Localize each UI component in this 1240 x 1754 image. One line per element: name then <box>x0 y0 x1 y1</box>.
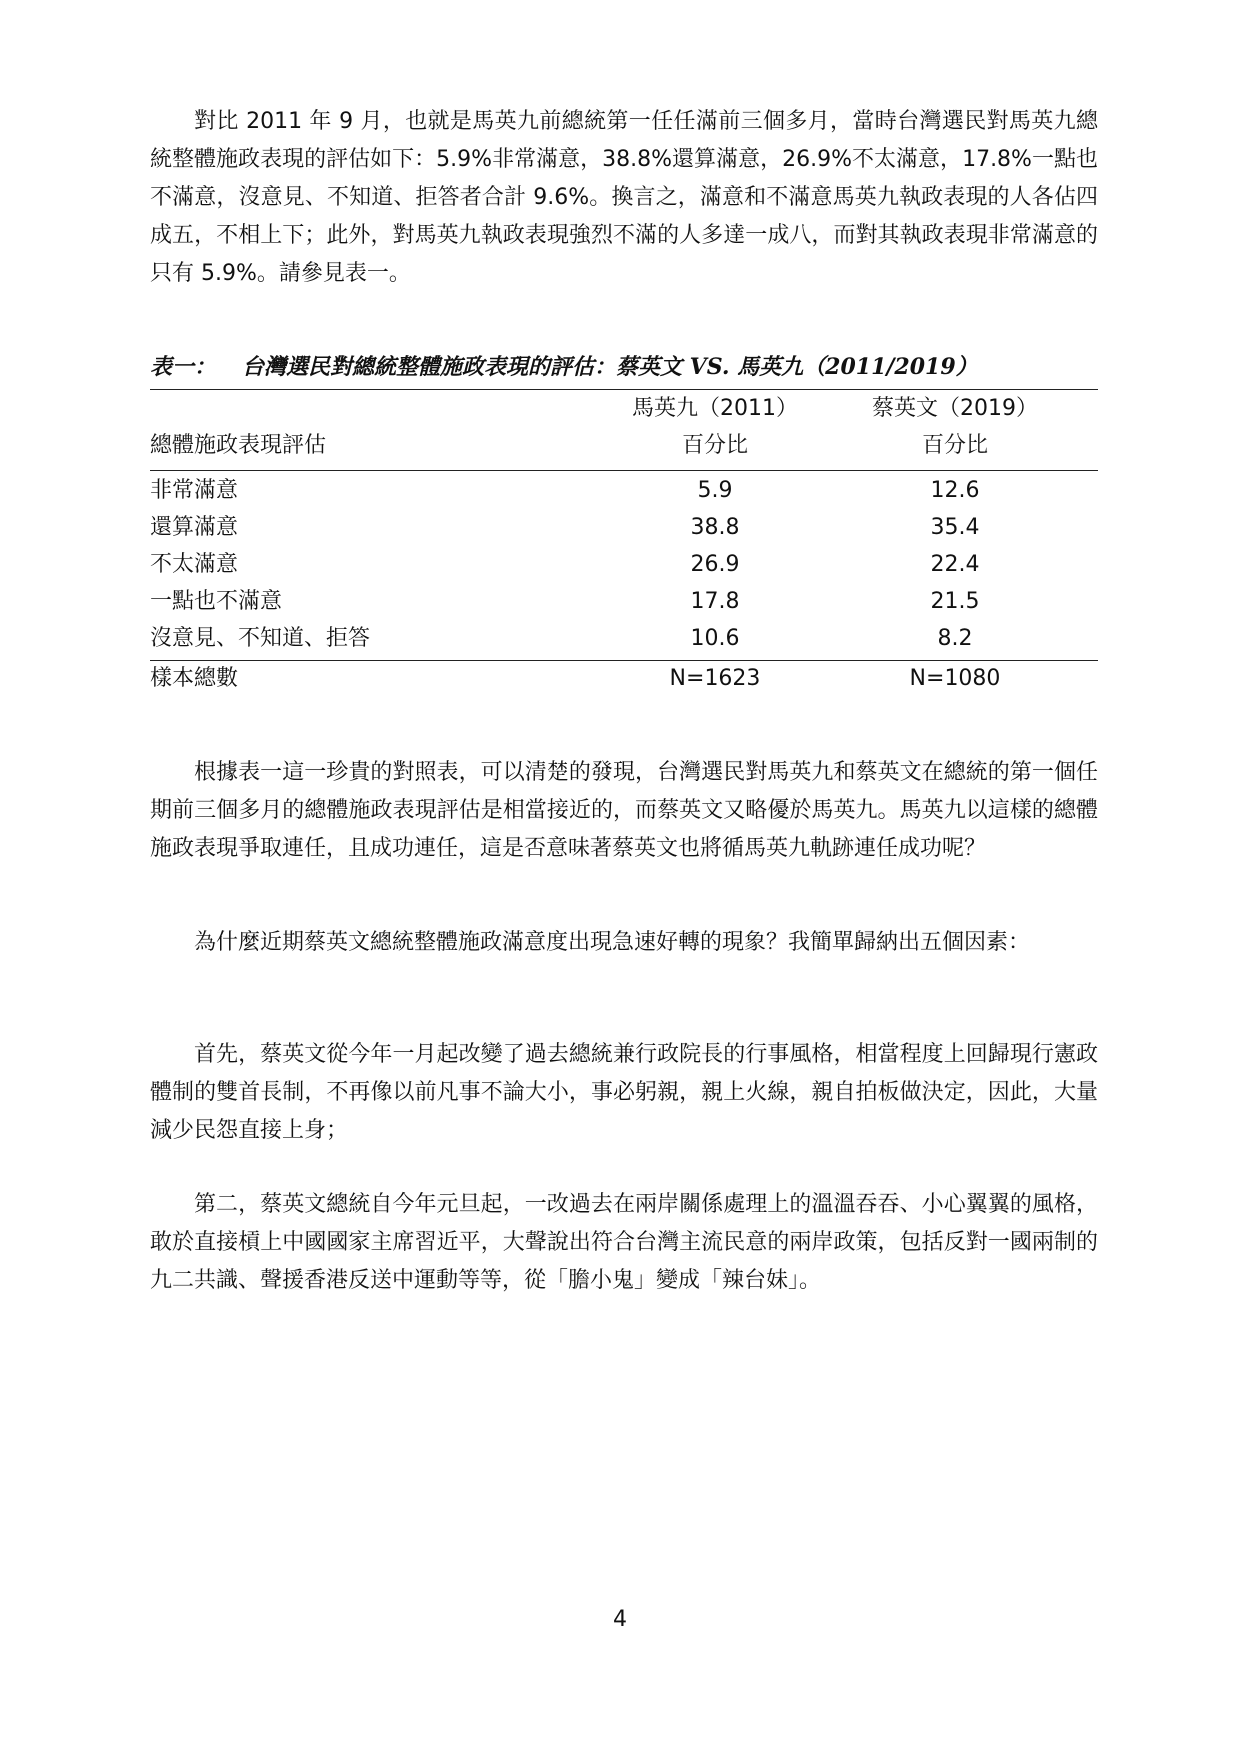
table-row-label: 還算滿意 <box>150 515 239 540</box>
table-top-rule <box>150 389 1098 390</box>
row-header: 總體施政表現評估 <box>150 433 327 458</box>
col-unit-tsai: 百分比 <box>921 433 988 458</box>
table-caption-title: 台灣選民對總統整體施政表現的評估：蔡英文 VS. 馬英九（2011/2019） <box>242 354 978 380</box>
paragraph-factor-2: 第二，蔡英文總統自今年元旦起，一改過去在兩岸關係處理上的溫溫吞吞、小心翼翼的風格，敢於直接槓上中國國家主席習近平，大聲說出符合台灣主流民意的兩岸政策，包括反對一國兩制的九二共識、聲援香港反送中運動等等，從「膽小鬼」變成「辣台妹」。 <box>150 1192 1098 1293</box>
table-row-label: 非常滿意 <box>150 478 239 503</box>
table-cell-ma: 38.8 <box>690 515 740 540</box>
table-row-label: 不太滿意 <box>150 552 239 577</box>
table-cell-ma: 10.6 <box>690 626 740 651</box>
page-number: 4 <box>613 1607 627 1632</box>
table-cell-tsai: 12.6 <box>930 478 980 503</box>
paragraph-question: 為什麼近期蔡英文總統整體施政滿意度出現急速好轉的現象？我簡單歸納出五個因素： <box>194 930 1031 955</box>
paragraph-intro: 對比 2011 年 9 月，也就是馬英九前總統第一任任滿前三個多月，當時台灣選民對馬英九總統整體施政表現的評估如下：5.9%非常滿意，38.8%還算滿意，26.9%不太滿意，17.8%一點也不滿意，沒意見、不知道、拒答者合計 9.6%。換言之，滿意和不滿意馬英九執政表現的人各佔四成五，不相上下；此外，對馬英九執政表現強烈不滿的人多達一成八，而對其執政表現非常滿意的只有 5.9%。請參見表一。 <box>150 109 1098 286</box>
table-row-label: 沒意見、不知道、拒答 <box>150 626 371 651</box>
table-header-rule <box>150 470 1098 471</box>
table-cell-tsai: 35.4 <box>930 515 980 540</box>
table-caption <box>150 350 1100 384</box>
col-unit-ma: 百分比 <box>681 433 748 458</box>
col-header-tsai: 蔡英文（2019） <box>872 396 1038 421</box>
table-cell-ma: 26.9 <box>690 552 740 577</box>
table-caption-label: 表一： <box>150 354 217 380</box>
table-total-ma: N=1623 <box>669 666 761 691</box>
table-cell-tsai: 21.5 <box>930 589 980 614</box>
table-row-label: 一點也不滿意 <box>150 589 283 614</box>
table-cell-tsai: 8.2 <box>937 626 973 651</box>
col-header-ma: 馬英九（2011） <box>632 396 798 421</box>
table-total-label: 樣本總數 <box>150 666 239 691</box>
paragraph-factor-1: 首先，蔡英文從今年一月起改變了過去總統兼行政院長的行事風格，相當程度上回歸現行憲政體制的雙首長制，不再像以前凡事不論大小，事必躬親，親上火線，親自拍板做決定，因此，大量減少民怨直接上身； <box>150 1042 1098 1143</box>
table-total-tsai: N=1080 <box>909 666 1001 691</box>
table-cell-ma: 5.9 <box>697 478 733 503</box>
table-cell-tsai: 22.4 <box>930 552 980 577</box>
table-cell-ma: 17.8 <box>690 589 740 614</box>
paragraph-analysis: 根據表一這一珍貴的對照表，可以清楚的發現，台灣選民對馬英九和蔡英文在總統的第一個任期前三個多月的總體施政表現評估是相當接近的，而蔡英文又略優於馬英九。馬英九以這樣的總體施政表現爭取連任，且成功連任，這是否意味著蔡英文也將循馬英九軌跡連任成功呢？ <box>150 760 1098 861</box>
